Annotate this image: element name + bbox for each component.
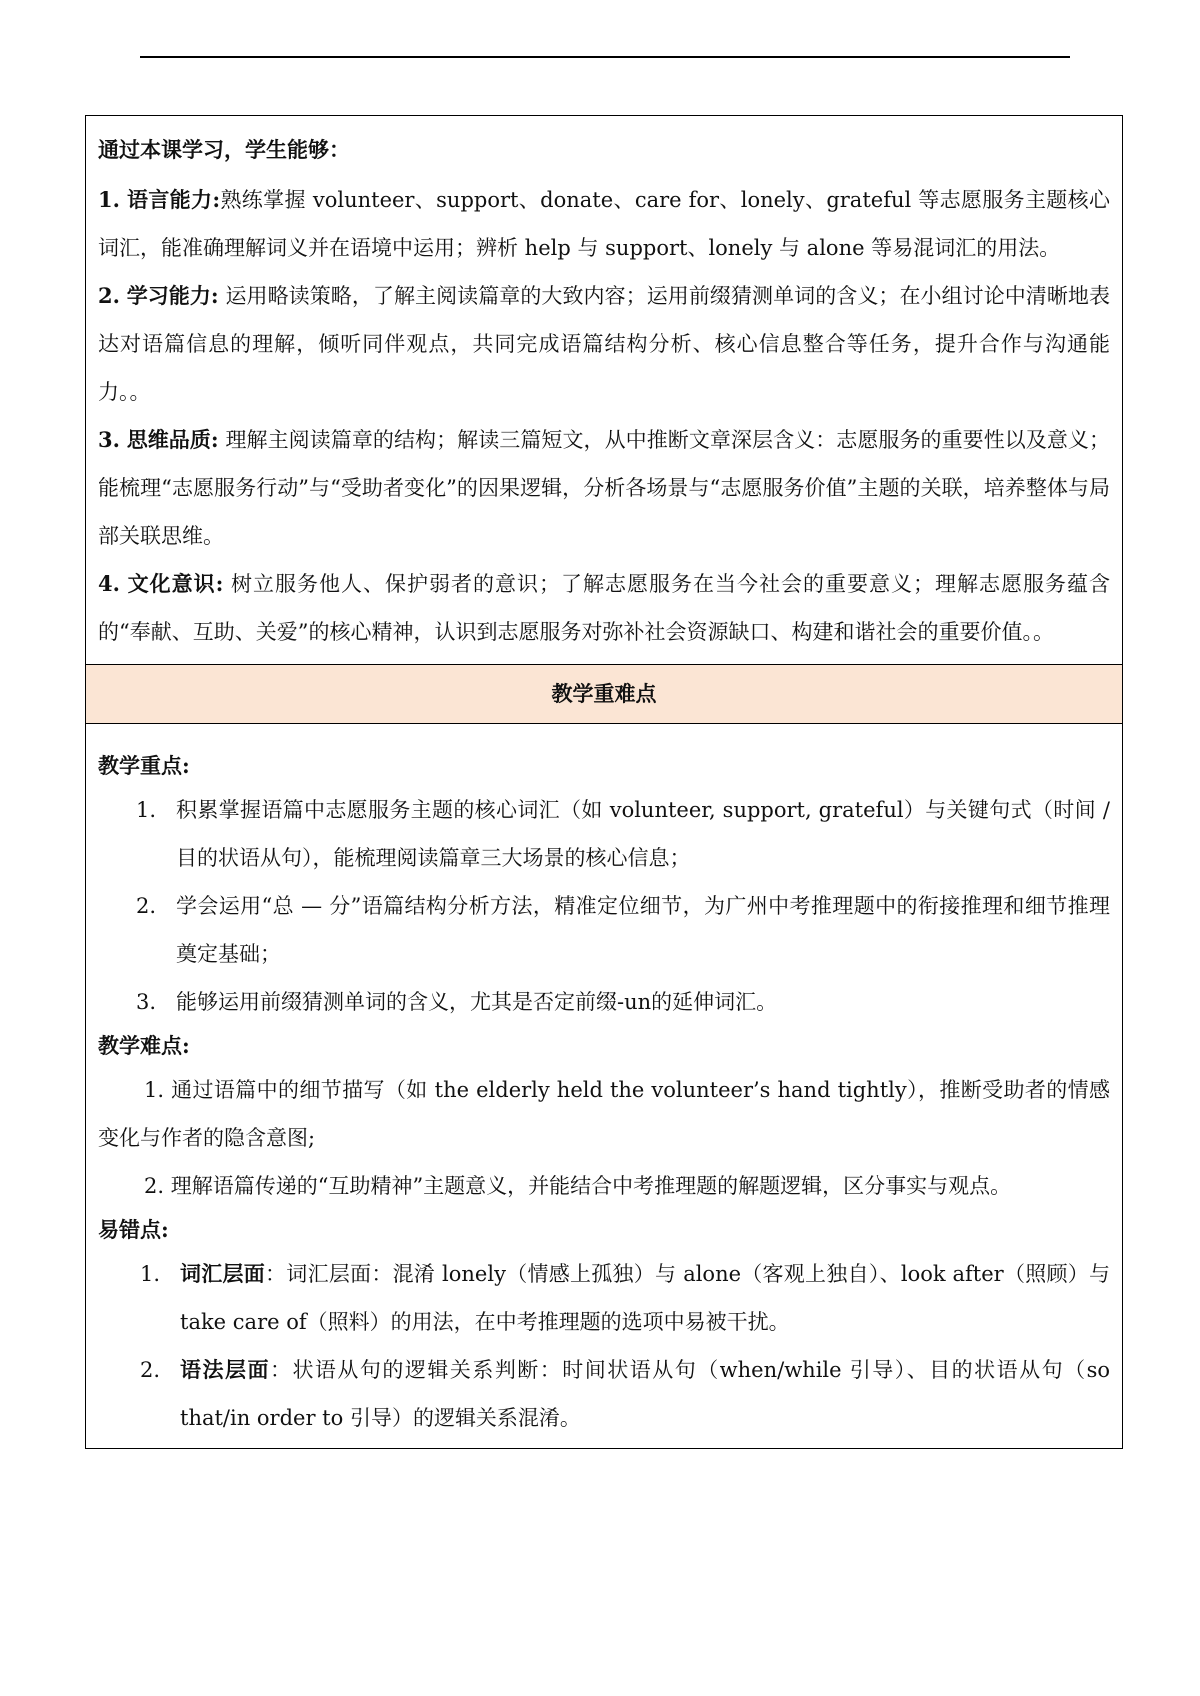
error-points-title: 易错点: <box>98 1217 169 1242</box>
list-item-number: 3. <box>136 990 157 1014</box>
objective-item-thinking <box>98 416 1110 560</box>
list-item <box>98 1346 1110 1442</box>
error-point-title: 语法层面 <box>180 1357 270 1382</box>
list-item-number: 1. <box>140 1262 161 1286</box>
key-points-list <box>98 786 1110 1026</box>
objective-title: 学习能力: <box>126 283 219 308</box>
list-item: 1. 通过语篇中的细节描写（如 the elderly held the volunteer’s hand tightly），推断受助者的情感变化与作者的隐含意图; <box>98 1078 1110 1150</box>
objective-number: 4. <box>98 571 120 596</box>
objective-number: 2. <box>98 283 120 308</box>
list-item: 2. 理解语篇传递的“互助精神”主题意义，并能结合中考推理题的解题逻辑，区分事实与观点。 <box>144 1174 1012 1198</box>
objective-item-culture <box>98 560 1110 656</box>
list-item-text <box>180 1346 1110 1442</box>
list-item-number: 2. <box>140 1358 161 1382</box>
list-item-text <box>180 1250 1110 1346</box>
objective-text: 运用略读策略，了解主阅读篇章的大致内容；运用前缀猜测单词的含义；在小组讨论中清晰地表达对语篇信息的理解，倾听同伴观点，共同完成语篇结构分析、核心信息整合等任务，提升合作与沟通能力。。 <box>98 284 1110 404</box>
objective-item-language <box>98 176 1110 272</box>
objective-number: 1. <box>98 187 120 212</box>
objectives-intro: 通过本课学习，学生能够： <box>98 137 350 162</box>
list-item-text: 积累掌握语篇中志愿服务主题的核心词汇（如 volunteer, support, grateful）与关键句式（时间 / 目的状语从句），能梳理阅读篇章三大场景的核心信息； <box>176 798 1110 870</box>
objective-item-learning <box>98 272 1110 416</box>
list-item <box>98 1250 1110 1346</box>
objective-title: 文化意识: <box>127 571 224 596</box>
objective-title: 语言能力: <box>126 187 221 212</box>
objective-number: 3. <box>98 427 120 452</box>
key-points-title: 教学重点: <box>98 753 190 778</box>
header-rule <box>140 56 1070 58</box>
objective-text: 理解主阅读篇章的结构；解读三篇短文，从中推断文章深层含义：志愿服务的重要性以及意义；能梳理“志愿服务行动”与“受助者变化”的因果逻辑，分析各场景与“志愿服务价值”主题的关联，培养整体与局部关联思维。 <box>98 428 1110 548</box>
error-points-list <box>98 1250 1110 1442</box>
list-item-text: 能够运用前缀猜测单词的含义，尤其是否定前缀-un的延伸词汇。 <box>176 990 778 1014</box>
objective-text: 树立服务他人、保护弱者的意识；了解志愿服务在当今社会的重要意义；理解志愿服务蕴含的“奉献、互助、关爱”的核心精神，认识到志愿服务对弥补社会资源缺口、构建和谐社会的重要价值。。 <box>98 572 1110 644</box>
error-point-text: ：词汇层面：混淆 lonely（情感上孤独）与 alone（客观上独自）、look after（照顾）与 take care of（照料）的用法，在中考推理题的选项中易被干扰。 <box>180 1262 1110 1334</box>
list-item-text: 学会运用“总 — 分”语篇结构分析方法，精准定位细节，为广州中考推理题中的衔接推理和细节推理奠定基础； <box>176 894 1110 966</box>
error-point-text: ：状语从句的逻辑关系判断：时间状语从句（when/while 引导）、目的状语从句（so that/in order to 引导）的逻辑关系混淆。 <box>180 1358 1111 1430</box>
list-item <box>98 978 1110 1026</box>
section-header: 教学重难点 <box>86 665 1122 724</box>
error-point-title: 词汇层面 <box>180 1261 266 1286</box>
objective-text: 熟练掌握 volunteer、support、donate、care for、lonely、grateful 等志愿服务主题核心词汇，能准确理解词义并在语境中运用；辨析 help 与 support、lonely 与 alone 等易混词汇的用法。 <box>98 188 1110 260</box>
list-item-number: 1. <box>136 798 157 822</box>
difficult-points-title: 教学难点: <box>98 1033 190 1058</box>
list-item <box>98 786 1110 882</box>
objectives-cell <box>86 116 1122 665</box>
objective-title: 思维品质: <box>126 427 219 452</box>
list-item <box>98 882 1110 978</box>
list-item-number: 2. <box>136 894 157 918</box>
key-points-cell <box>86 724 1122 1448</box>
lesson-plan-table <box>85 115 1123 1449</box>
